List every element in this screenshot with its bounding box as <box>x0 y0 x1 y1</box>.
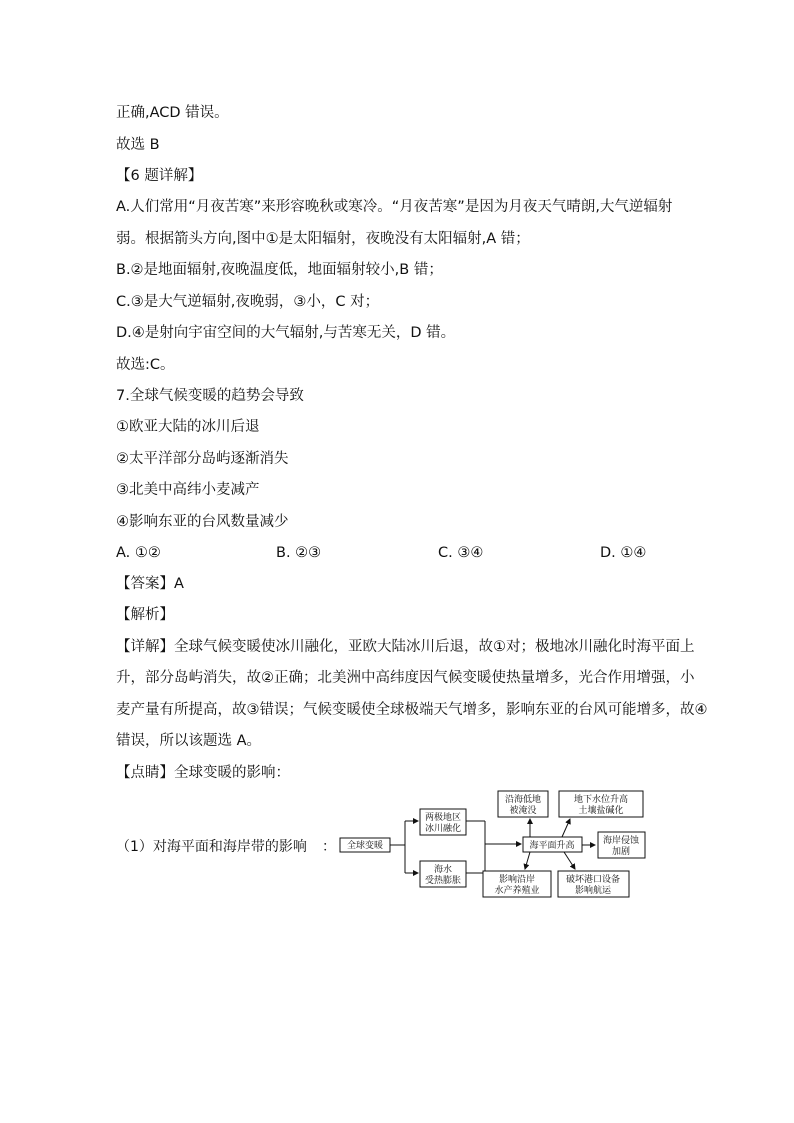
question-item: ③北美中高纬小麦减产 <box>116 482 260 498</box>
text-line: 故选:C。 <box>116 357 175 373</box>
analysis-heading: 【解析】 <box>116 607 174 623</box>
node-text: 破坏港口设备 <box>565 875 621 885</box>
question-item: ②太平洋部分岛屿逐渐消失 <box>116 451 289 467</box>
node-text: 海平面升高 <box>529 841 575 851</box>
node-text: 地下水位升高 <box>573 795 629 805</box>
node-text: 全球变暖 <box>346 841 384 851</box>
tip-heading: 【点睛】全球变暖的影响： <box>116 765 290 781</box>
node-text: 海水 <box>433 865 453 875</box>
text-line: 升，部分岛屿消失，故②正确；北美洲中高纬度因气候变暖使热量增多，光合作用增强，小 <box>116 670 695 686</box>
option-a: A. ①② <box>116 545 161 561</box>
question-item: ①欧亚大陆的冰川后退 <box>116 419 260 435</box>
option-b: B. ②③ <box>276 545 322 561</box>
section-heading: 【6 题详解】 <box>116 168 203 184</box>
node-text: 两极地区 <box>424 813 462 823</box>
text-line: 弱。根据箭头方向,图中①是太阳辐射，夜晚没有太阳辐射,A 错； <box>116 231 530 247</box>
node-text: 水产养殖业 <box>494 886 540 896</box>
option-c: C. ③④ <box>438 545 484 561</box>
text-line: C.③是大气逆辐射,夜晚弱，③小，C 对； <box>116 294 380 310</box>
text-line: B.②是地面辐射,夜晚温度低，地面辐射较小,B 错； <box>116 262 443 278</box>
text-line: 【详解】全球气候变暖使冰川融化，亚欧大陆冰川后退，故①对；极地冰川融化时海平面上 <box>116 639 695 655</box>
node-text: 受热膨胀 <box>424 876 462 886</box>
text-line: 麦产量有所提高，故③错误；气候变暖使全球极端天气增多，影响东亚的台风可能增多，故④ <box>116 702 708 718</box>
node-text: 加剧 <box>611 847 631 857</box>
node-text: 沿海低地 <box>504 795 542 805</box>
question-item: ④影响东亚的台风数量减少 <box>116 514 289 530</box>
text-line: 错误，所以该题选 A。 <box>116 733 262 749</box>
text-line: 故选 B <box>116 137 160 153</box>
node-text: 被淹没 <box>509 806 537 816</box>
text-line: A.人们常用“月夜苦寒”来形容晚秋或寒冷。“月夜苦寒”是因为月夜天气晴朗,大气逆辐射 <box>116 199 673 215</box>
node-text: 海岸侵蚀 <box>602 836 640 846</box>
diagram-colon: ： <box>322 839 336 855</box>
node-text: 影响沿岸 <box>498 875 536 885</box>
text-line: 正确,ACD 错误。 <box>116 105 229 121</box>
text-line: D.④是射向宇宙空间的大气辐射,与苦寒无关，D 错。 <box>116 325 456 341</box>
node-text: 冰川融化 <box>424 824 462 834</box>
answer-heading: 【答案】A <box>116 576 184 592</box>
option-d: D. ①④ <box>600 545 647 561</box>
diagram-label: （1）对海平面和海岸带的影响 <box>116 839 307 855</box>
node-text: 影响航运 <box>574 886 612 896</box>
flow-diagram <box>330 785 650 905</box>
question-stem: 7.全球气候变暖的趋势会导致 <box>116 388 304 404</box>
node-text: 土壤盐碱化 <box>578 806 624 816</box>
